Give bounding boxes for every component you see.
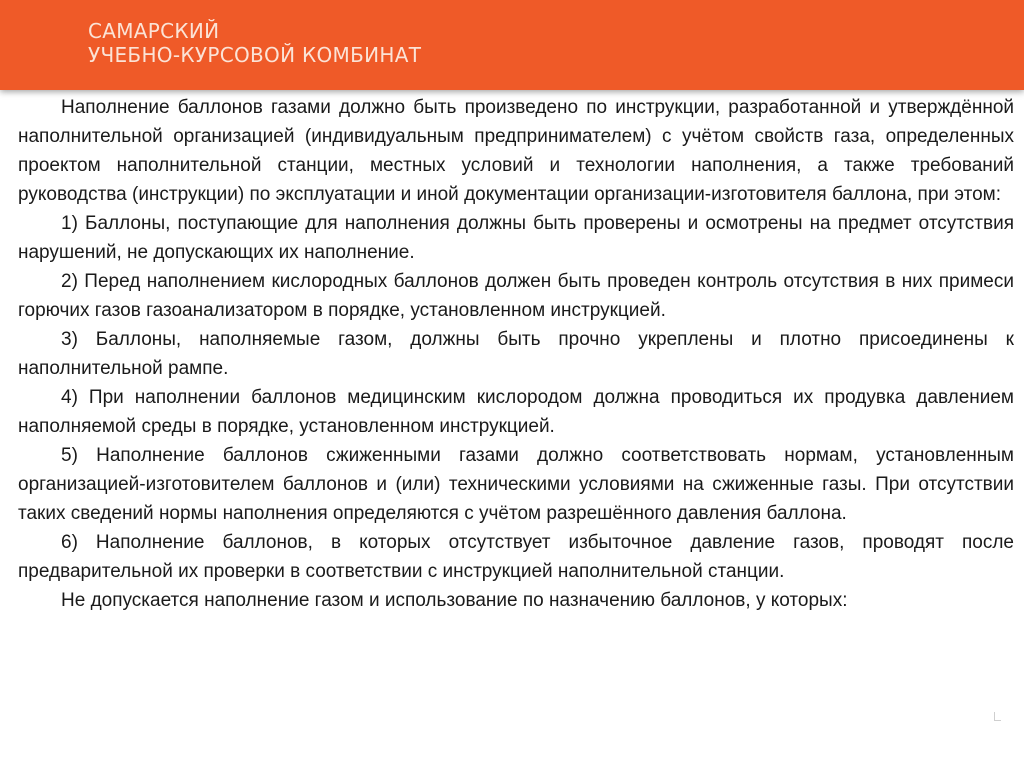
list-item-4: 4) При наполнении баллонов медицинским кислородом должна проводиться их продувка давлением наполняемой среды в порядке, установленном инструкцией.	[18, 387, 1014, 437]
organization-name-line-1: САМАРСКИЙ	[88, 19, 220, 43]
organization-name-line-2: УЧЕБНО-КУРСОВОЙ КОМБИНАТ	[88, 43, 422, 67]
intro-paragraph: Наполнение баллонов газами должно быть произведено по инструкции, разработанной и утверждённой наполнительной организацией (индивидуальным предпринимателем) с учётом свойств газа, определенных проектом наполнительной станции, местных условий и технологии наполнения, а также требований руководства (инструкции) по эксплуатации и иной документации организации-изготовителя баллона, при этом:	[18, 97, 1014, 205]
list-item-2: 2) Перед наполнением кислородных баллонов должен быть проведен контроль отсутствия в них примеси горючих газов газоанализатором в порядке, установленном инструкцией.	[18, 271, 1014, 321]
corner-tick-mark	[994, 712, 1001, 721]
list-item-6: 6) Наполнение баллонов, в которых отсутствует избыточное давление газов, проводят после предварительной их проверки в соответствии с инструкцией наполнительной станции.	[18, 532, 1014, 582]
list-item-5: 5) Наполнение баллонов сжиженными газами должно соответствовать нормам, установленным организацией-изготовителем баллонов и (или) техническими условиями на сжиженные газы. При отсутствии таких сведений нормы наполнения определяются с учётом разрешённого давления баллона.	[18, 445, 1014, 524]
closing-paragraph: Не допускается наполнение газом и использование по назначению баллонов, у которых:	[61, 590, 848, 611]
list-item-1: 1) Баллоны, поступающие для наполнения должны быть проверены и осмотрены на предмет отсутствия нарушений, не допускающих их наполнение.	[18, 213, 1014, 263]
document-body	[18, 93, 1014, 615]
header-banner	[0, 0, 1024, 90]
list-item-3: 3) Баллоны, наполняемые газом, должны быть прочно укреплены и плотно присоединены к наполнительной рампе.	[18, 329, 1014, 379]
